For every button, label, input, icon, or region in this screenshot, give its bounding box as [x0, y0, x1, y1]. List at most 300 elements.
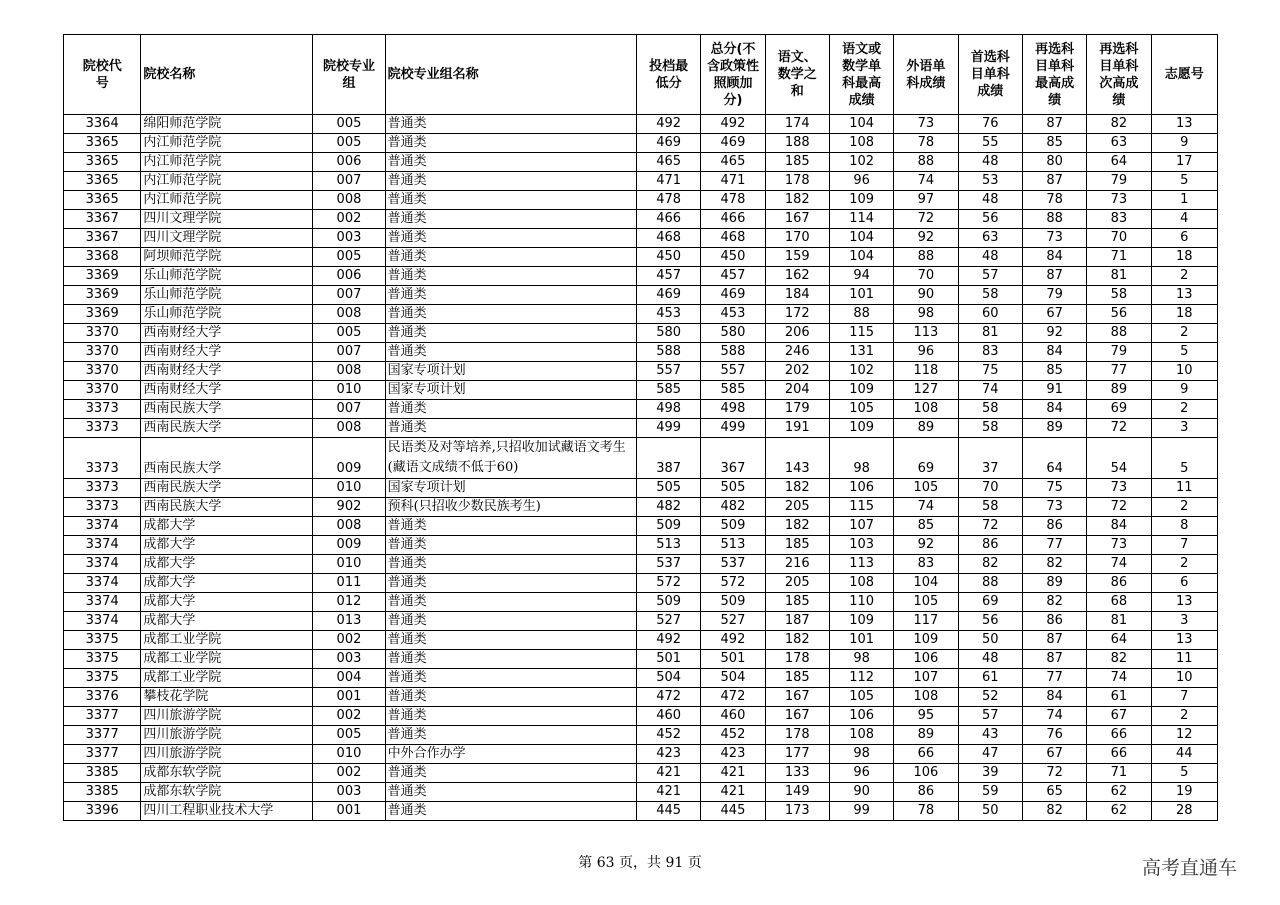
cell-cm-sum: 185 — [765, 669, 829, 688]
cell-reselect-high: 87 — [1022, 172, 1086, 191]
cell-cm-max: 114 — [829, 210, 893, 229]
header-chinese-math-max: 语文或数学单科最高成绩 — [829, 35, 893, 115]
cell-school-name: 四川工程职业技术大学 — [141, 802, 313, 821]
cell-school-code: 3385 — [64, 764, 141, 783]
cell-cm-sum: 159 — [765, 248, 829, 267]
cell-group-code: 005 — [313, 324, 385, 343]
cell-school-name: 阿坝师范学院 — [141, 248, 313, 267]
cell-first-subject: 58 — [958, 498, 1022, 517]
cell-cm-sum: 170 — [765, 229, 829, 248]
cell-reselect-high: 88 — [1022, 210, 1086, 229]
cell-first-subject: 76 — [958, 115, 1022, 134]
table-row — [64, 707, 1218, 726]
cell-group-name: 普通类 — [385, 612, 636, 631]
header-school-code: 院校代号 — [64, 35, 141, 115]
cell-reselect-high: 73 — [1022, 229, 1086, 248]
cell-school-code: 3365 — [64, 172, 141, 191]
cell-cm-sum: 133 — [765, 764, 829, 783]
cell-cm-sum: 204 — [765, 381, 829, 400]
cell-school-code: 3370 — [64, 381, 141, 400]
cell-school-code: 3365 — [64, 153, 141, 172]
cell-cm-sum: 246 — [765, 343, 829, 362]
table-row — [64, 631, 1218, 650]
cell-group-code: 008 — [313, 305, 385, 324]
cell-reselect-second: 71 — [1087, 248, 1151, 267]
cell-choice-no: 3 — [1151, 612, 1217, 631]
cell-min-score: 472 — [636, 688, 700, 707]
cell-total-score: 513 — [701, 536, 765, 555]
cell-group-name: 普通类 — [385, 764, 636, 783]
cell-reselect-second: 70 — [1087, 229, 1151, 248]
cell-min-score: 471 — [636, 172, 700, 191]
cell-group-name: 普通类 — [385, 555, 636, 574]
cell-school-name: 攀枝花学院 — [141, 688, 313, 707]
cell-foreign: 105 — [894, 593, 958, 612]
cell-cm-max: 98 — [829, 745, 893, 764]
cell-school-code: 3370 — [64, 324, 141, 343]
cell-total-score: 499 — [701, 419, 765, 438]
table-row — [64, 419, 1218, 438]
cell-first-subject: 72 — [958, 517, 1022, 536]
cell-school-name: 西南财经大学 — [141, 362, 313, 381]
cell-first-subject: 70 — [958, 479, 1022, 498]
cell-reselect-second: 74 — [1087, 555, 1151, 574]
cell-cm-max: 104 — [829, 248, 893, 267]
cell-total-score: 421 — [701, 764, 765, 783]
cell-cm-max: 104 — [829, 229, 893, 248]
table-row — [64, 438, 1218, 479]
cell-min-score: 580 — [636, 324, 700, 343]
cell-reselect-second: 79 — [1087, 343, 1151, 362]
cell-school-name: 成都东软学院 — [141, 783, 313, 802]
table-row — [64, 783, 1218, 802]
cell-cm-sum: 184 — [765, 286, 829, 305]
cell-min-score: 588 — [636, 343, 700, 362]
header-major-group: 院校专业组 — [313, 35, 385, 115]
cell-min-score: 504 — [636, 669, 700, 688]
cell-min-score: 450 — [636, 248, 700, 267]
cell-reselect-second: 73 — [1087, 536, 1151, 555]
table-row — [64, 248, 1218, 267]
cell-foreign: 118 — [894, 362, 958, 381]
table-row — [64, 286, 1218, 305]
cell-cm-max: 96 — [829, 172, 893, 191]
cell-choice-no: 10 — [1151, 362, 1217, 381]
cell-cm-sum: 167 — [765, 210, 829, 229]
cell-group-name: 普通类 — [385, 305, 636, 324]
cell-total-score: 509 — [701, 517, 765, 536]
table-row — [64, 324, 1218, 343]
cell-min-score: 572 — [636, 574, 700, 593]
cell-group-name: 普通类 — [385, 783, 636, 802]
cell-reselect-high: 72 — [1022, 764, 1086, 783]
cell-reselect-high: 76 — [1022, 726, 1086, 745]
cell-cm-sum: 188 — [765, 134, 829, 153]
table-row — [64, 115, 1218, 134]
cell-cm-sum: 178 — [765, 726, 829, 745]
cell-foreign: 74 — [894, 172, 958, 191]
cell-group-name: 普通类 — [385, 669, 636, 688]
cell-foreign: 85 — [894, 517, 958, 536]
cell-foreign: 89 — [894, 419, 958, 438]
cell-cm-max: 115 — [829, 324, 893, 343]
cell-reselect-high: 84 — [1022, 400, 1086, 419]
cell-min-score: 445 — [636, 802, 700, 821]
cell-group-code: 003 — [313, 650, 385, 669]
cell-school-code: 3377 — [64, 726, 141, 745]
cell-cm-max: 101 — [829, 631, 893, 650]
cell-cm-sum: 205 — [765, 574, 829, 593]
cell-group-name: 普通类 — [385, 536, 636, 555]
cell-choice-no: 6 — [1151, 574, 1217, 593]
cell-total-score: 469 — [701, 286, 765, 305]
cell-total-score: 453 — [701, 305, 765, 324]
header-min-score: 投档最低分 — [636, 35, 700, 115]
cell-foreign: 86 — [894, 783, 958, 802]
table-row — [64, 343, 1218, 362]
cell-total-score: 509 — [701, 593, 765, 612]
cell-foreign: 74 — [894, 498, 958, 517]
cell-reselect-second: 61 — [1087, 688, 1151, 707]
cell-min-score: 421 — [636, 783, 700, 802]
cell-min-score: 468 — [636, 229, 700, 248]
cell-school-code: 3373 — [64, 419, 141, 438]
cell-choice-no: 6 — [1151, 229, 1217, 248]
cell-reselect-second: 77 — [1087, 362, 1151, 381]
cell-reselect-high: 73 — [1022, 498, 1086, 517]
cell-choice-no: 12 — [1151, 726, 1217, 745]
table-row — [64, 153, 1218, 172]
page-number: 第 63 页，共 91 页 — [578, 855, 702, 871]
cell-reselect-second: 68 — [1087, 593, 1151, 612]
cell-first-subject: 48 — [958, 153, 1022, 172]
cell-group-code: 003 — [313, 229, 385, 248]
cell-foreign: 106 — [894, 650, 958, 669]
cell-cm-max: 113 — [829, 555, 893, 574]
cell-reselect-second: 62 — [1087, 783, 1151, 802]
cell-reselect-high: 86 — [1022, 612, 1086, 631]
cell-min-score: 492 — [636, 631, 700, 650]
cell-school-name: 四川旅游学院 — [141, 745, 313, 764]
cell-school-code: 3396 — [64, 802, 141, 821]
cell-cm-sum: 191 — [765, 419, 829, 438]
table-row — [64, 191, 1218, 210]
cell-cm-sum: 216 — [765, 555, 829, 574]
cell-cm-sum: 182 — [765, 631, 829, 650]
cell-cm-sum: 162 — [765, 267, 829, 286]
cell-first-subject: 63 — [958, 229, 1022, 248]
cell-group-name: 普通类 — [385, 267, 636, 286]
cell-school-code: 3373 — [64, 479, 141, 498]
cell-choice-no: 44 — [1151, 745, 1217, 764]
cell-min-score: 499 — [636, 419, 700, 438]
table-row — [64, 650, 1218, 669]
cell-total-score: 468 — [701, 229, 765, 248]
cell-group-code: 007 — [313, 343, 385, 362]
cell-min-score: 387 — [636, 438, 700, 479]
cell-reselect-high: 77 — [1022, 536, 1086, 555]
cell-group-name: 普通类 — [385, 191, 636, 210]
cell-choice-no: 11 — [1151, 479, 1217, 498]
cell-group-code: 002 — [313, 707, 385, 726]
table-row — [64, 229, 1218, 248]
cell-cm-max: 101 — [829, 286, 893, 305]
cell-school-code: 3373 — [64, 400, 141, 419]
cell-total-score: 492 — [701, 631, 765, 650]
cell-total-score: 537 — [701, 555, 765, 574]
cell-group-code: 008 — [313, 191, 385, 210]
table-row — [64, 536, 1218, 555]
cell-cm-sum: 178 — [765, 172, 829, 191]
cell-total-score: 588 — [701, 343, 765, 362]
cell-first-subject: 86 — [958, 536, 1022, 555]
cell-cm-max: 102 — [829, 362, 893, 381]
cell-reselect-second: 81 — [1087, 267, 1151, 286]
cell-reselect-second: 73 — [1087, 479, 1151, 498]
cell-min-score: 465 — [636, 153, 700, 172]
cell-foreign: 104 — [894, 574, 958, 593]
cell-cm-sum: 174 — [765, 115, 829, 134]
cell-group-code: 010 — [313, 381, 385, 400]
table-row — [64, 802, 1218, 821]
cell-reselect-high: 84 — [1022, 343, 1086, 362]
cell-choice-no: 2 — [1151, 707, 1217, 726]
cell-group-name: 普通类 — [385, 631, 636, 650]
cell-min-score: 557 — [636, 362, 700, 381]
cell-school-code: 3364 — [64, 115, 141, 134]
cell-total-score: 585 — [701, 381, 765, 400]
cell-group-code: 009 — [313, 536, 385, 555]
cell-group-code: 007 — [313, 286, 385, 305]
cell-choice-no: 2 — [1151, 324, 1217, 343]
cell-cm-max: 94 — [829, 267, 893, 286]
cell-cm-max: 131 — [829, 343, 893, 362]
cell-reselect-high: 87 — [1022, 267, 1086, 286]
cell-group-name: 普通类 — [385, 210, 636, 229]
cell-school-name: 四川旅游学院 — [141, 707, 313, 726]
cell-cm-sum: 185 — [765, 153, 829, 172]
cell-reselect-second: 81 — [1087, 612, 1151, 631]
cell-cm-max: 98 — [829, 438, 893, 479]
cell-reselect-second: 58 — [1087, 286, 1151, 305]
cell-school-name: 成都大学 — [141, 574, 313, 593]
cell-choice-no: 2 — [1151, 400, 1217, 419]
cell-group-code: 011 — [313, 574, 385, 593]
cell-reselect-second: 66 — [1087, 745, 1151, 764]
cell-choice-no: 13 — [1151, 286, 1217, 305]
cell-reselect-second: 71 — [1087, 764, 1151, 783]
cell-school-code: 3368 — [64, 248, 141, 267]
cell-group-code: 002 — [313, 764, 385, 783]
header-row — [64, 35, 1218, 115]
cell-first-subject: 48 — [958, 650, 1022, 669]
cell-school-code: 3370 — [64, 343, 141, 362]
cell-min-score: 492 — [636, 115, 700, 134]
cell-group-name: 普通类 — [385, 574, 636, 593]
cell-school-name: 四川旅游学院 — [141, 726, 313, 745]
cell-first-subject: 82 — [958, 555, 1022, 574]
cell-cm-max: 104 — [829, 115, 893, 134]
cell-min-score: 421 — [636, 764, 700, 783]
cell-group-name: 预科(只招收少数民族考生) — [385, 498, 636, 517]
cell-foreign: 92 — [894, 229, 958, 248]
cell-reselect-high: 92 — [1022, 324, 1086, 343]
cell-cm-max: 96 — [829, 764, 893, 783]
cell-school-name: 西南民族大学 — [141, 498, 313, 517]
table-row — [64, 555, 1218, 574]
cell-school-name: 西南民族大学 — [141, 479, 313, 498]
cell-total-score: 527 — [701, 612, 765, 631]
cell-choice-no: 19 — [1151, 783, 1217, 802]
cell-group-code: 004 — [313, 669, 385, 688]
cell-school-name: 绵阳师范学院 — [141, 115, 313, 134]
cell-min-score: 501 — [636, 650, 700, 669]
cell-school-code: 3374 — [64, 593, 141, 612]
header-first-subject: 首选科目单科成绩 — [958, 35, 1022, 115]
cell-school-name: 成都工业学院 — [141, 650, 313, 669]
cell-total-score: 452 — [701, 726, 765, 745]
cell-group-code: 005 — [313, 115, 385, 134]
cell-foreign: 97 — [894, 191, 958, 210]
cell-group-code: 008 — [313, 419, 385, 438]
cell-reselect-second: 72 — [1087, 498, 1151, 517]
cell-school-name: 成都大学 — [141, 517, 313, 536]
cell-school-name: 西南财经大学 — [141, 381, 313, 400]
cell-choice-no: 2 — [1151, 498, 1217, 517]
cell-foreign: 72 — [894, 210, 958, 229]
cell-first-subject: 59 — [958, 783, 1022, 802]
cell-total-score: 498 — [701, 400, 765, 419]
cell-school-name: 成都大学 — [141, 593, 313, 612]
cell-cm-sum: 179 — [765, 400, 829, 419]
cell-group-name: 普通类 — [385, 802, 636, 821]
cell-choice-no: 5 — [1151, 343, 1217, 362]
cell-choice-no: 13 — [1151, 115, 1217, 134]
cell-group-code: 008 — [313, 362, 385, 381]
cell-total-score: 469 — [701, 134, 765, 153]
cell-reselect-second: 62 — [1087, 802, 1151, 821]
cell-total-score: 505 — [701, 479, 765, 498]
cell-reselect-second: 74 — [1087, 669, 1151, 688]
cell-group-code: 002 — [313, 631, 385, 650]
cell-reselect-second: 79 — [1087, 172, 1151, 191]
cell-foreign: 117 — [894, 612, 958, 631]
cell-group-code: 006 — [313, 267, 385, 286]
cell-cm-sum: 178 — [765, 650, 829, 669]
cell-school-code: 3369 — [64, 286, 141, 305]
cell-group-code: 902 — [313, 498, 385, 517]
cell-cm-max: 106 — [829, 479, 893, 498]
cell-first-subject: 56 — [958, 612, 1022, 631]
cell-foreign: 73 — [894, 115, 958, 134]
cell-first-subject: 83 — [958, 343, 1022, 362]
cell-choice-no: 5 — [1151, 172, 1217, 191]
cell-total-score: 482 — [701, 498, 765, 517]
cell-reselect-high: 67 — [1022, 745, 1086, 764]
cell-group-name: 民语类及对等培养,只招收加试藏语文考生(藏语文成绩不低于60) — [385, 438, 636, 479]
cell-group-name: 普通类 — [385, 650, 636, 669]
cell-first-subject: 39 — [958, 764, 1022, 783]
cell-school-code: 3367 — [64, 210, 141, 229]
cell-group-code: 007 — [313, 172, 385, 191]
cell-total-score: 421 — [701, 783, 765, 802]
cell-first-subject: 61 — [958, 669, 1022, 688]
cell-reselect-second: 82 — [1087, 650, 1151, 669]
header-school-name: 院校名称 — [141, 35, 313, 115]
header-choice-number: 志愿号 — [1151, 35, 1217, 115]
table-row — [64, 210, 1218, 229]
cell-cm-sum: 149 — [765, 783, 829, 802]
header-foreign-language: 外语单科成绩 — [894, 35, 958, 115]
cell-cm-max: 90 — [829, 783, 893, 802]
cell-school-name: 成都工业学院 — [141, 669, 313, 688]
cell-reselect-second: 72 — [1087, 419, 1151, 438]
cell-first-subject: 50 — [958, 631, 1022, 650]
cell-cm-sum: 205 — [765, 498, 829, 517]
cell-choice-no: 4 — [1151, 210, 1217, 229]
cell-school-code: 3367 — [64, 229, 141, 248]
cell-reselect-high: 67 — [1022, 305, 1086, 324]
cell-cm-max: 109 — [829, 419, 893, 438]
cell-group-code: 005 — [313, 248, 385, 267]
cell-school-code: 3376 — [64, 688, 141, 707]
cell-school-name: 西南民族大学 — [141, 438, 313, 479]
cell-cm-sum: 182 — [765, 517, 829, 536]
cell-first-subject: 56 — [958, 210, 1022, 229]
cell-foreign: 108 — [894, 688, 958, 707]
cell-foreign: 89 — [894, 726, 958, 745]
cell-foreign: 106 — [894, 764, 958, 783]
cell-school-name: 成都大学 — [141, 555, 313, 574]
cell-school-code: 3374 — [64, 574, 141, 593]
cell-school-name: 成都大学 — [141, 612, 313, 631]
admission-score-table — [63, 34, 1218, 821]
header-major-group-name: 院校专业组名称 — [385, 35, 636, 115]
table-header — [64, 35, 1218, 115]
cell-choice-no: 5 — [1151, 764, 1217, 783]
cell-total-score: 492 — [701, 115, 765, 134]
cell-min-score: 498 — [636, 400, 700, 419]
cell-school-name: 成都工业学院 — [141, 631, 313, 650]
cell-cm-max: 108 — [829, 574, 893, 593]
cell-choice-no: 1 — [1151, 191, 1217, 210]
cell-min-score: 469 — [636, 286, 700, 305]
cell-cm-max: 108 — [829, 726, 893, 745]
cell-reselect-high: 89 — [1022, 574, 1086, 593]
header-total-score: 总分(不含政策性照顾加分) — [701, 35, 765, 115]
cell-school-code: 3373 — [64, 498, 141, 517]
cell-group-name: 普通类 — [385, 400, 636, 419]
cell-school-code: 3370 — [64, 362, 141, 381]
cell-school-name: 西南民族大学 — [141, 400, 313, 419]
cell-reselect-high: 79 — [1022, 286, 1086, 305]
cell-total-score: 572 — [701, 574, 765, 593]
cell-group-name: 国家专项计划 — [385, 479, 636, 498]
cell-school-code: 3374 — [64, 517, 141, 536]
cell-foreign: 66 — [894, 745, 958, 764]
cell-school-code: 3375 — [64, 669, 141, 688]
cell-reselect-second: 66 — [1087, 726, 1151, 745]
cell-foreign: 88 — [894, 153, 958, 172]
cell-total-score: 460 — [701, 707, 765, 726]
cell-reselect-high: 84 — [1022, 248, 1086, 267]
cell-foreign: 107 — [894, 669, 958, 688]
cell-group-code: 007 — [313, 400, 385, 419]
cell-total-score: 457 — [701, 267, 765, 286]
cell-cm-sum: 202 — [765, 362, 829, 381]
cell-reselect-high: 86 — [1022, 517, 1086, 536]
cell-cm-max: 103 — [829, 536, 893, 555]
